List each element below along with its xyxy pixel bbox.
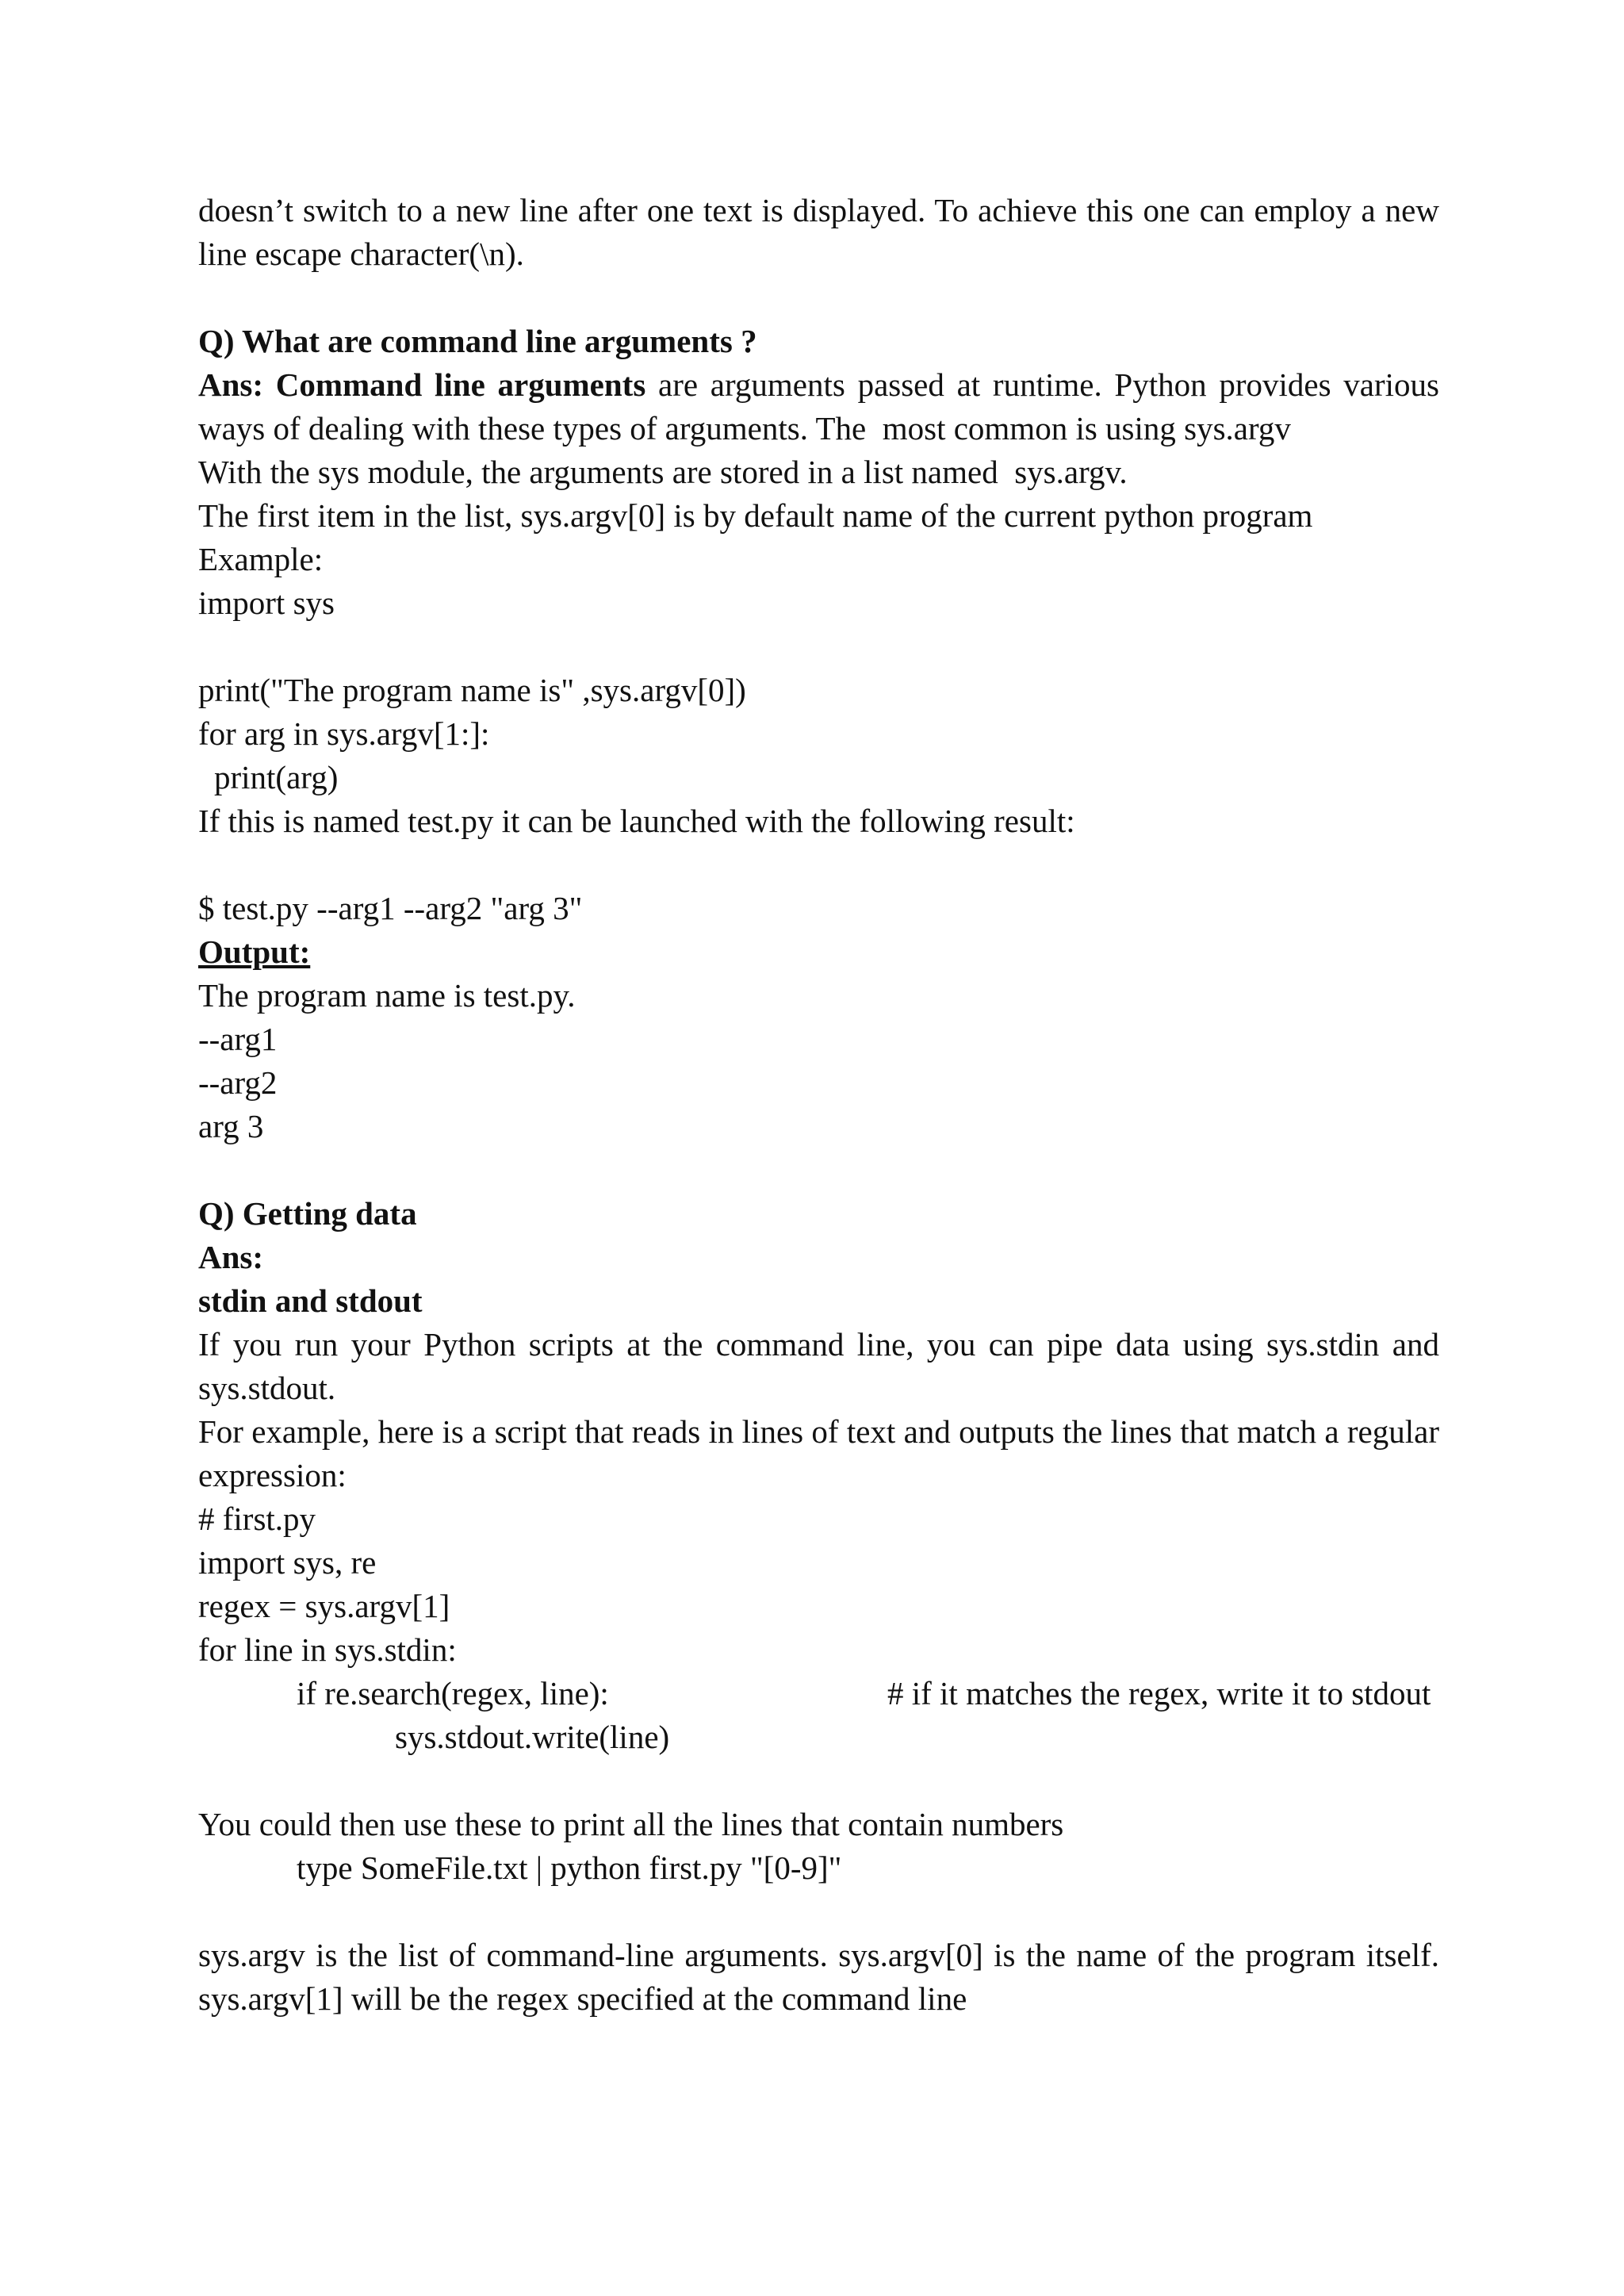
q2-ans-label: Ans: [198, 1239, 264, 1275]
q1-launch-text: If this is named test.py it can be launched with the following result: [198, 803, 1075, 839]
q2-subheading: stdin and stdout [198, 1282, 423, 1319]
spacer [198, 1148, 1439, 1192]
q2-code-line: # first.py [198, 1501, 316, 1537]
spacer [198, 843, 1439, 887]
q2-code-line: import sys, re [198, 1544, 377, 1581]
intro-line-2: line escape character(\n). [198, 236, 524, 272]
q1-ans-label: Ans: Command line arguments [198, 366, 646, 403]
spacer [198, 276, 1439, 320]
q1-code-line: print(arg) [214, 759, 339, 795]
q2-closing-line-1: sys.argv is the list of command-line arguments. sys.argv[0] is the name of the program itself. [198, 1937, 1439, 1973]
q1-example-label: Example: [198, 541, 324, 577]
q2-code-line: regex = sys.argv[1] [198, 1588, 450, 1624]
spacer [198, 625, 1439, 669]
document-page [198, 189, 1439, 2021]
q1-output-label [198, 930, 1439, 974]
q2-question: Q) Getting data [198, 1195, 417, 1232]
output-label-text: Output: [198, 933, 311, 970]
q1-text-line: With the sys module, the arguments are stored in a list named sys.argv. [198, 454, 1128, 490]
q2-code-if: if re.search(regex, line): [297, 1675, 609, 1711]
q1-output-line: --arg1 [198, 1021, 278, 1057]
q1-code-line: for arg in sys.argv[1:]: [198, 715, 490, 752]
q2-para2-line-2: expression: [198, 1457, 347, 1493]
q1-answer-line [198, 363, 1439, 407]
q1-ans-text: are arguments passed at runtime. Python provides various [645, 366, 1439, 403]
spacer [198, 1890, 1439, 1934]
q2-code-comment: # if it matches the regex, write it to stdout [887, 1675, 1431, 1711]
q1-code-line: print("The program name is" ,sys.argv[0]) [198, 672, 746, 708]
spacer [198, 1759, 1439, 1803]
q1-output-line: --arg2 [198, 1064, 278, 1101]
q2-para2-line-1: For example, here is a script that reads in lines of text and outputs the lines that match a regular [198, 1413, 1439, 1450]
q2-para1-line-1: If you run your Python scripts at the command line, you can pipe data using sys.stdin and [198, 1326, 1439, 1363]
q2-code-write: sys.stdout.write(line) [395, 1719, 670, 1755]
q2-code-if-line [198, 1672, 1439, 1715]
q2-code-line: for line in sys.stdin: [198, 1631, 457, 1668]
q2-usage-text: You could then use these to print all the lines that contain numbers [198, 1806, 1064, 1842]
intro-line-1: doesn’t switch to a new line after one text is displayed. To achieve this one can employ a new [198, 192, 1439, 228]
q1-question: Q) What are command line arguments ? [198, 323, 757, 359]
q2-para1-line-2: sys.stdout. [198, 1370, 336, 1406]
q2-usage-cmd: type SomeFile.txt | python first.py "[0-9]" [297, 1849, 842, 1886]
q1-command: $ test.py --arg1 --arg2 "arg 3" [198, 890, 583, 926]
q1-output-line: The program name is test.py. [198, 977, 576, 1014]
q1-output-line: arg 3 [198, 1108, 264, 1144]
q1-text-line: ways of dealing with these types of arguments. The most common is using sys.argv [198, 410, 1291, 447]
q2-closing-line-2: sys.argv[1] will be the regex specified at the command line [198, 1980, 967, 2017]
q1-code-line: import sys [198, 585, 335, 621]
q1-text-line: The first item in the list, sys.argv[0] is by default name of the current python program [198, 497, 1313, 534]
